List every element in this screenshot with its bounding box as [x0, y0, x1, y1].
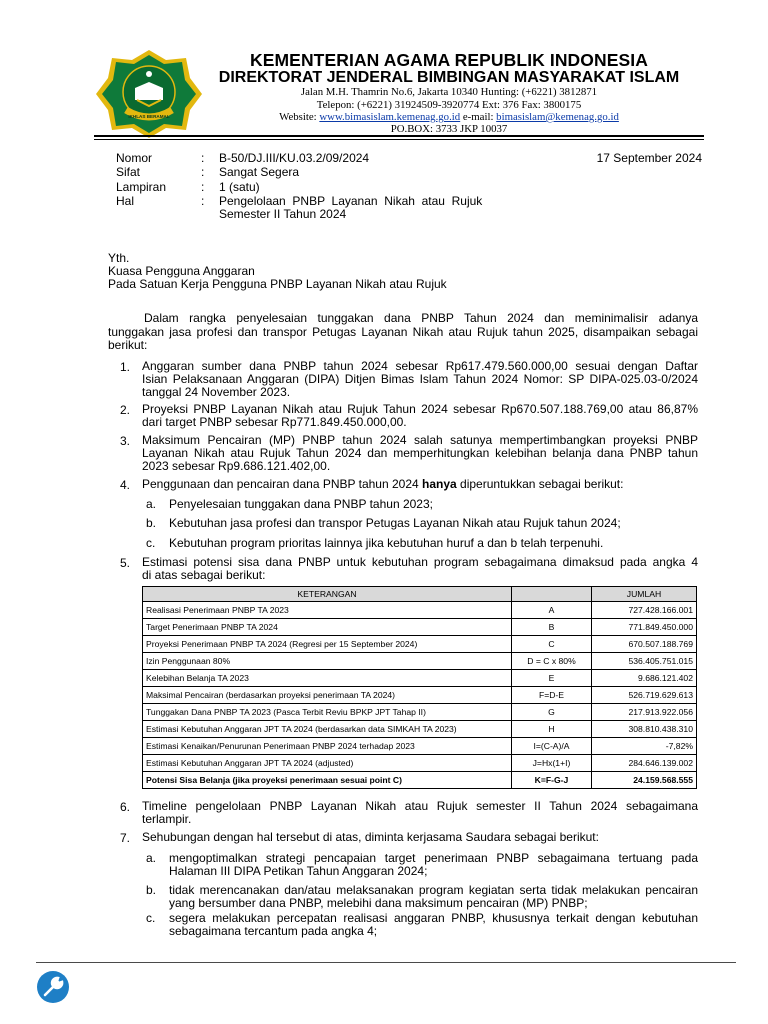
- row-formula: H: [512, 721, 592, 738]
- table-row: [143, 687, 697, 704]
- item-4-text: [142, 478, 623, 492]
- ministry-name: KEMENTERIAN AGAMA REPUBLIK INDONESIA: [249, 50, 648, 70]
- item-4-post: diperuntukkan sebagai berikut:: [456, 477, 624, 491]
- addressee-title: Kuasa Pengguna Anggaran: [108, 264, 255, 278]
- item-7c-letter: c.: [146, 911, 156, 925]
- item-4b-text: Kebutuhan jasa profesi dan transpor Petugas Layanan Nikah atau Rujuk tahun 2024;: [169, 516, 621, 530]
- item-2-line1: Proyeksi PNBP Layanan Nikah atau Rujuk Tahun 2024 sebesar Rp670.507.188.769,00 atau 86,87%: [142, 402, 698, 416]
- row-description: Estimasi Kenaikan/Penurunan Penerimaan PNBP 2024 terhadap 2023: [143, 738, 512, 755]
- hal-colon: :: [201, 194, 205, 208]
- footer-wrench-icon[interactable]: [36, 970, 70, 1004]
- item-7c-line2: sebagaimana tercantum pada angka 4;: [169, 924, 378, 938]
- sifat-label: Sifat: [116, 165, 141, 179]
- svg-text:IKHLAS BERAMAL: IKHLAS BERAMAL: [128, 114, 170, 119]
- row-amount: 308.810.438.310: [592, 721, 697, 738]
- row-formula: B: [512, 619, 592, 636]
- table-row: [143, 619, 697, 636]
- item-1-line1: Anggaran sumber dana PNBP tahun 2024 sebesar Rp617.479.560.000,00 sesuai dengan Daftar: [142, 359, 698, 373]
- row-description: Potensi Sisa Belanja (jika proyeksi penerimaan sesuai point C): [143, 772, 512, 789]
- item-4-emphasis: hanya: [422, 477, 457, 491]
- row-formula: C: [512, 636, 592, 653]
- nomor-colon: :: [201, 151, 205, 165]
- addressee-yth: Yth.: [108, 251, 130, 265]
- footer-divider: [36, 962, 736, 963]
- table-row: [143, 653, 697, 670]
- item-1-line3: tanggal 24 November 2023.: [142, 385, 291, 399]
- row-formula: J=Hx(1+I): [512, 755, 592, 772]
- row-description: Maksimal Pencairan (berdasarkan proyeksi penerimaan TA 2024): [143, 687, 512, 704]
- item-7c-line1: segera melakukan percepatan realisasi anggaran PNBP, khususnya terkait dengan kebutuhan: [169, 911, 698, 925]
- item-4-number: 4.: [120, 478, 131, 492]
- item-4c-text: Kebutuhan program prioritas lainnya jika kebutuhan huruf a dan b telah terpenuhi.: [169, 536, 604, 550]
- item-6-line2: terlampir.: [142, 812, 192, 826]
- item-7a-line2: Halaman III DIPA Petikan Tahun Anggaran 2024;: [169, 864, 428, 878]
- ministry-logo-icon: [94, 48, 204, 140]
- item-6-line1: Timeline pengelolaan PNBP Layanan Nikah atau Rujuk semester II Tahun 2024 sebagaimana: [142, 799, 698, 813]
- item-5-line1: Estimasi potensi sisa dana PNBP untuk kebutuhan program sebagaimana dimaksud pada angka 4: [142, 555, 698, 569]
- item-3-line3: 2023 sebesar Rp9.686.121.402,00.: [142, 459, 331, 473]
- item-4c-letter: c.: [146, 536, 156, 550]
- row-formula: K=F-G-J: [512, 772, 592, 789]
- row-amount: 217.913.922.056: [592, 704, 697, 721]
- row-amount: -7,82%: [592, 738, 697, 755]
- row-formula: D = C x 80%: [512, 653, 592, 670]
- email-link[interactable]: bimasislam@kemenag.go.id: [496, 111, 619, 123]
- table-row: [143, 738, 697, 755]
- row-amount: 526.719.629.613: [592, 687, 697, 704]
- hal-value-line1: Pengelolaan PNBP Layanan Nikah atau Rujuk: [219, 194, 483, 208]
- table-header-keterangan: KETERANGAN: [143, 587, 512, 602]
- item-1-line2: Isian Pelaksanaan Anggaran (DIPA) Ditjen Bimas Islam Tahun 2024 Nomor: SP DIPA-025.03-0/2024: [142, 372, 698, 386]
- pobox-line: PO.BOX: 3733 JKP 10037: [390, 123, 508, 135]
- row-description: Proyeksi Penerimaan PNBP TA 2024 (Regresi per 15 September 2024): [143, 636, 512, 653]
- sifat-value: Sangat Segera: [219, 165, 300, 179]
- table-header-jumlah: JUMLAH: [592, 587, 697, 602]
- row-description: Realisasi Penerimaan PNBP TA 2023: [143, 602, 512, 619]
- item-4a-text: Penyelesaian tunggakan dana PNBP tahun 2023;: [169, 497, 433, 511]
- email-prefix: e-mail:: [460, 111, 497, 123]
- phone-line: Telepon: (+6221) 31924509-3920774 Ext: 376 Fax: 3800175: [316, 99, 582, 111]
- item-6-number: 6.: [120, 800, 131, 814]
- pnbp-estimate-table: [142, 586, 697, 789]
- row-amount: 284.646.139.002: [592, 755, 697, 772]
- lampiran-value: 1 (satu): [219, 180, 260, 194]
- row-formula: E: [512, 670, 592, 687]
- item-3-line1: Maksimum Pencairan (MP) PNBP tahun 2024 salah satunya mempertimbangkan proyeksi PNBP: [142, 433, 698, 447]
- sifat-colon: :: [201, 165, 205, 179]
- directorate-name: DIREKTORAT JENDERAL BIMBINGAN MASYARAKAT ISLAM: [218, 69, 680, 86]
- item-3-line2: Layanan Nikah atau Rujuk Tahun 2024 dan memperhitungkan kelebihan belanja dana PNBP tahun: [142, 446, 698, 460]
- row-formula: I=(C-A)/A: [512, 738, 592, 755]
- item-2-line2: dari target PNBP sebesar Rp771.849.450.000,00.: [142, 415, 407, 429]
- intro-line2: tunggakan jasa profesi dan transpor Petugas Layanan Nikah atau Rujuk tahun 2025, disampaikan sebagai: [108, 325, 698, 339]
- nomor-value: B-50/DJ.III/KU.03.2/09/2024: [219, 151, 370, 165]
- item-7a-letter: a.: [146, 851, 157, 865]
- nomor-label: Nomor: [116, 151, 153, 165]
- row-formula: G: [512, 704, 592, 721]
- row-amount: 9.686.121.402: [592, 670, 697, 687]
- letter-date: 17 September 2024: [596, 151, 702, 165]
- row-description: Target Penerimaan PNBP TA 2024: [143, 619, 512, 636]
- row-description: Izin Penggunaan 80%: [143, 653, 512, 670]
- row-amount: 670.507.188.769: [592, 636, 697, 653]
- table-row: [143, 755, 697, 772]
- row-amount: 727.428.166.001: [592, 602, 697, 619]
- hal-value-line2: Semester II Tahun 2024: [219, 207, 347, 221]
- item-7a-line1: mengoptimalkan strategi pencapaian target penerimaan PNBP sebagaimana tertuang pada: [169, 851, 698, 865]
- item-7b-letter: b.: [146, 883, 157, 897]
- row-description: Estimasi Kebutuhan Anggaran JPT TA 2024 (adjusted): [143, 755, 512, 772]
- table-header-row: [143, 587, 697, 602]
- row-amount: 24.159.568.555: [592, 772, 697, 789]
- website-link[interactable]: www.bimasislam.kemenag.go.id: [319, 111, 461, 123]
- row-description: Kelebihan Belanja TA 2023: [143, 670, 512, 687]
- table-row: [143, 670, 697, 687]
- item-7-line1: Sehubungan dengan hal tersebut di atas, diminta kerjasama Saudara sebagai berikut:: [142, 830, 599, 844]
- header-rule-thin: [94, 139, 704, 140]
- website-prefix: Website:: [279, 111, 320, 123]
- table-row: [143, 704, 697, 721]
- lampiran-label: Lampiran: [116, 180, 167, 194]
- item-4-pre: Penggunaan dan pencairan dana PNBP tahun 2024: [142, 477, 423, 491]
- item-7b-line1: tidak merencanakan dan/atau melaksanakan program kegiatan serta tidak melakukan pencairan: [169, 883, 698, 897]
- hal-label: Hal: [116, 194, 135, 208]
- item-2-number: 2.: [120, 403, 131, 417]
- lampiran-colon: :: [201, 180, 205, 194]
- row-formula: F=D-E: [512, 687, 592, 704]
- table-row: [143, 602, 697, 619]
- row-description: Tunggakan Dana PNBP TA 2023 (Pasca Terbit Reviu BPKP JPT Tahap II): [143, 704, 512, 721]
- table-total-row: [143, 772, 697, 789]
- intro-line3: berikut:: [108, 338, 148, 352]
- item-7b-line2: yang bersumber dana PNBP, melebihi dana maksimum pencairan (MP) PNBP;: [169, 896, 588, 910]
- row-amount: 536.405.751.015: [592, 653, 697, 670]
- intro-line1: Dalam rangka penyelesaian tunggakan dana PNBP Tahun 2024 dan meminimalisir adanya: [144, 311, 698, 325]
- item-3-number: 3.: [120, 434, 131, 448]
- table-row: [143, 721, 697, 738]
- row-formula: A: [512, 602, 592, 619]
- row-description: Estimasi Kebutuhan Anggaran JPT TA 2024 (berdasarkan data SIMKAH TA 2023): [143, 721, 512, 738]
- item-4b-letter: b.: [146, 516, 157, 530]
- row-amount: 771.849.450.000: [592, 619, 697, 636]
- address-line: Jalan M.H. Thamrin No.6, Jakarta 10340 Hunting: (+6221) 3812871: [300, 86, 598, 98]
- item-4a-letter: a.: [146, 497, 157, 511]
- item-7-number: 7.: [120, 831, 131, 845]
- table-header-formula: [512, 587, 592, 602]
- item-1-number: 1.: [120, 360, 131, 374]
- header-rule-thick: [94, 135, 704, 137]
- item-5-number: 5.: [120, 556, 131, 570]
- table-row: [143, 636, 697, 653]
- addressee-unit: Pada Satuan Kerja Pengguna PNBP Layanan Nikah atau Rujuk: [108, 277, 447, 291]
- item-5-line2: di atas sebagai berikut:: [142, 568, 266, 582]
